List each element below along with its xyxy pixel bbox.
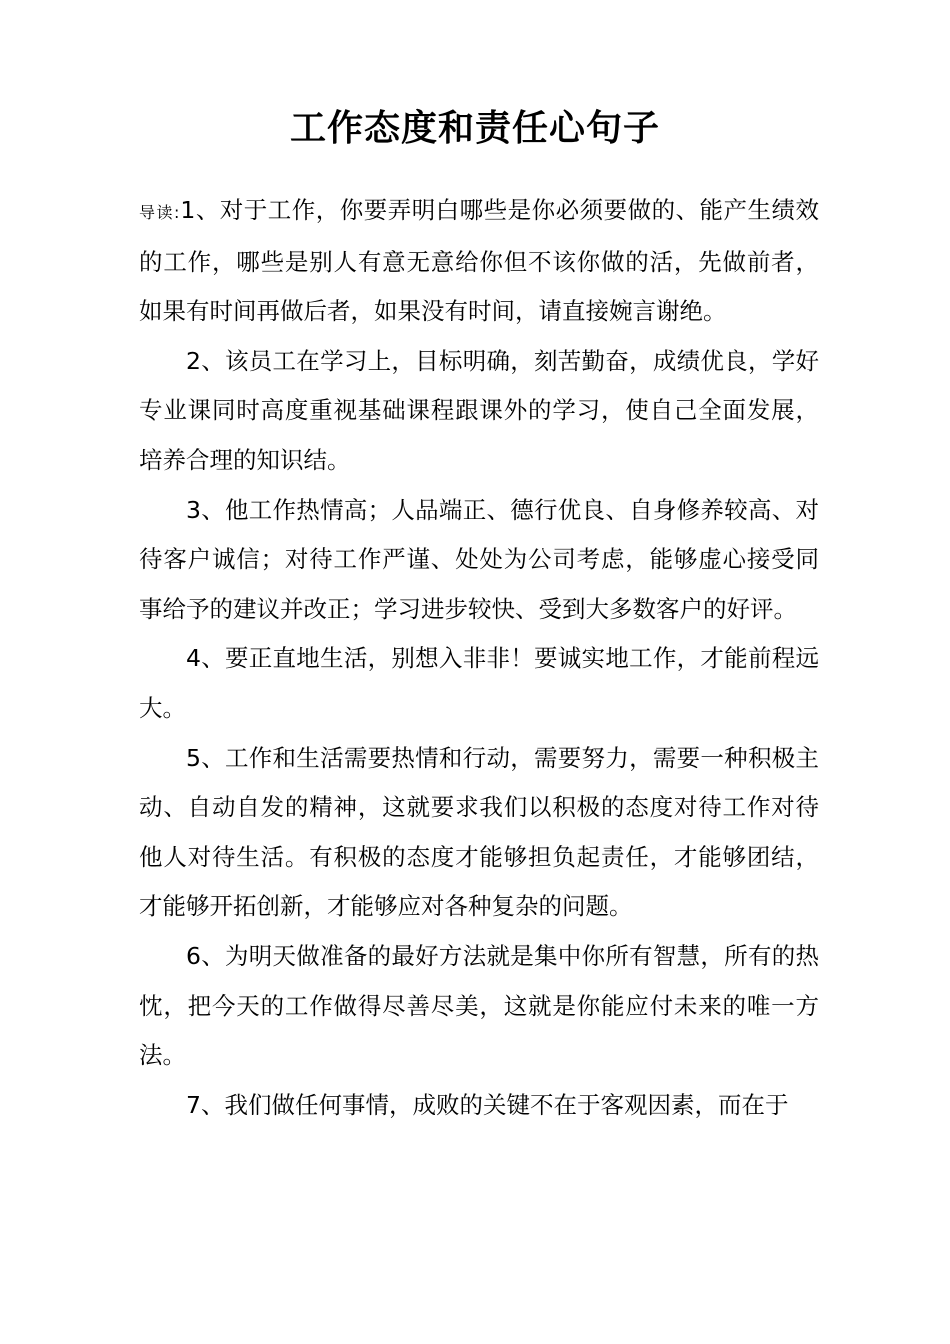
- paragraph-1: [139, 186, 819, 337]
- paragraph-1-text: 1、对于工作，你要弄明白哪些是你必须要做的、能产生绩效的工作，哪些是别人有意无意给你但不该你做的活，先做前者，如果有时间再做后者，如果没有时间，请直接婉言谢绝。: [139, 196, 819, 326]
- paragraph-4: 4、要正直地生活，别想入非非！要诚实地工作，才能前程远大。: [139, 644, 819, 722]
- paragraph-2: 2、该员工在学习上，目标明确，刻苦勤奋，成绩优良，学好专业课同时高度重视基础课程跟课外的学习，使自己全面发展，培养合理的知识结。: [139, 346, 819, 474]
- paragraph-5: 5、工作和生活需要热情和行动，需要努力，需要一种积极主动、自动自发的精神，这就要求我们以积极的态度对待工作对待他人对待生活。有积极的态度才能够担负起责任，才能够团结，才能够开拓创新，才能够应对各种复杂的问题。: [139, 743, 819, 921]
- document-title: 工作态度和责任心句子: [289, 108, 660, 149]
- paragraph-7: 7、我们做任何事情，成败的关键不在于客观因素，而在于: [186, 1090, 789, 1119]
- paragraph-3: 3、他工作热情高；人品端正、德行优良、自身修养较高、对待客户诚信；对待工作严谨、处处为公司考虑，能够虚心接受同事给予的建议并改正；学习进步较快、受到大多数客户的好评。: [139, 495, 819, 623]
- document-body: [139, 186, 819, 1130]
- paragraph-6: 6、为明天做准备的最好方法就是集中你所有智慧，所有的热忱，把今天的工作做得尽善尽美，这就是你能应付未来的唯一方法。: [139, 941, 819, 1070]
- lead-label: 导读:: [139, 203, 181, 222]
